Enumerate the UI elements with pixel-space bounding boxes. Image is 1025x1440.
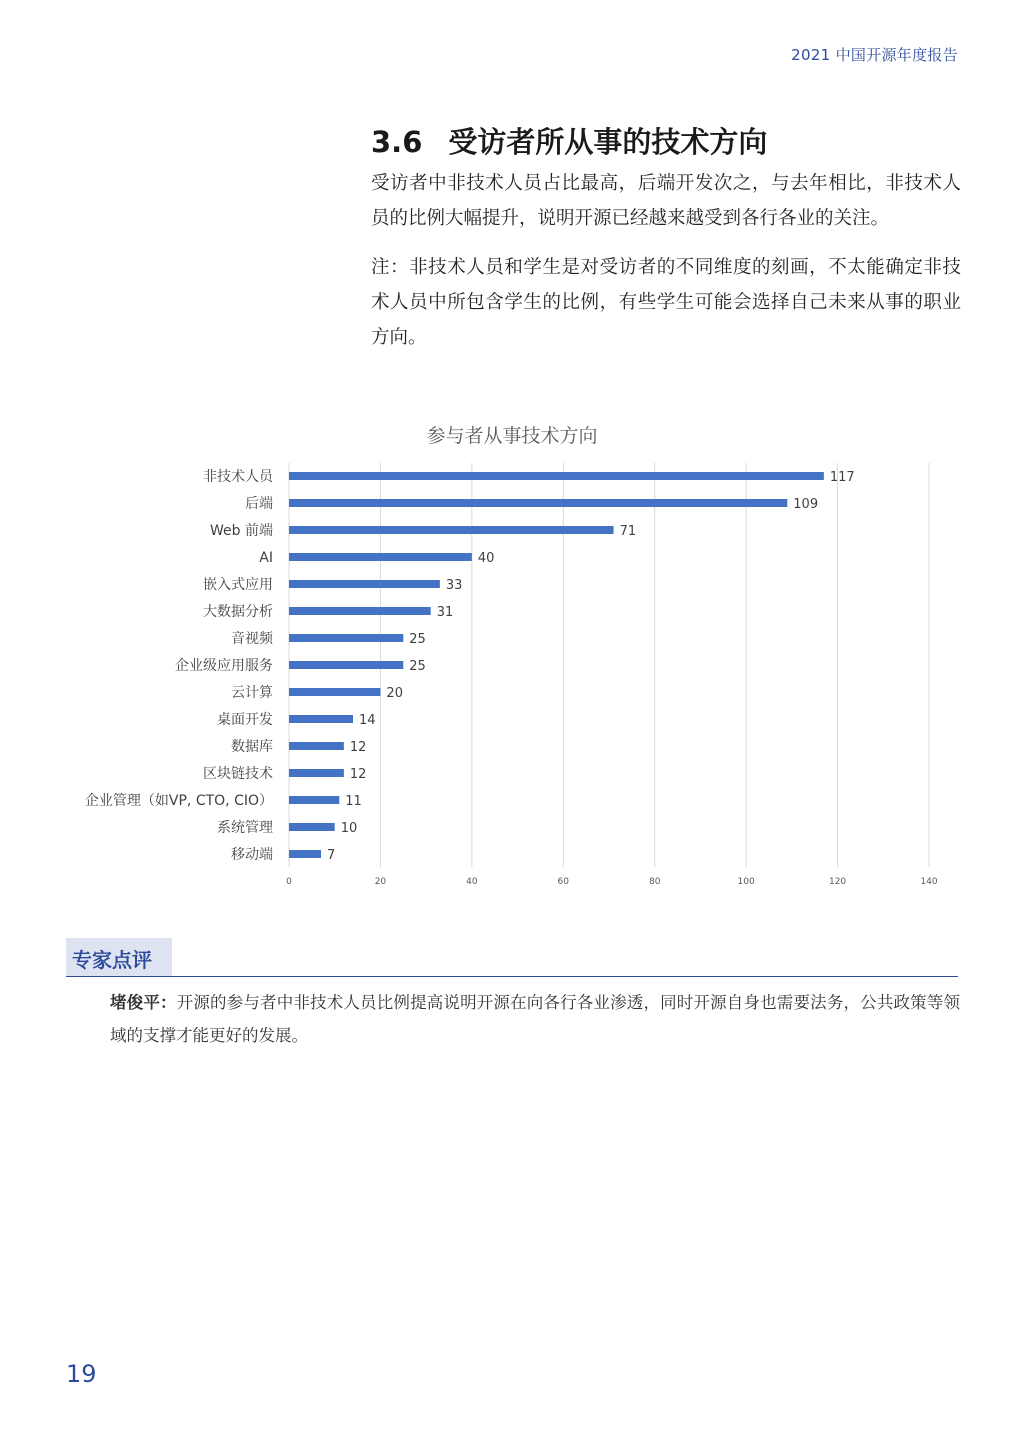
section-paragraph: 受访者中非技术人员占比最高，后端开发次之，与去年相比，非技术人员的比例大幅提升，说明开源已经越来越受到各行各业的关注。 xyxy=(371,173,961,229)
expert-review-title: 专家点评 xyxy=(72,948,152,972)
value-label: 109 xyxy=(793,497,819,512)
category-label: 系统管理 xyxy=(217,820,273,836)
value-label: 10 xyxy=(340,821,358,836)
bar xyxy=(289,742,344,750)
category-label: 区块链技术 xyxy=(203,766,273,782)
bar xyxy=(289,472,824,480)
category-label: 企业级应用服务 xyxy=(175,658,273,674)
category-label: Web 前端 xyxy=(210,523,273,539)
x-tick-label: 100 xyxy=(737,877,755,887)
bar xyxy=(289,553,472,561)
chart-bars xyxy=(289,472,824,858)
bar xyxy=(289,769,344,777)
x-tick-label: 140 xyxy=(920,877,938,887)
category-label: 企业管理（如VP, CTO, CIO） xyxy=(84,793,273,809)
bar xyxy=(289,634,403,642)
category-label: 移动端 xyxy=(231,847,273,863)
category-label: 嵌入式应用 xyxy=(203,577,273,593)
section-title xyxy=(371,120,767,161)
chart-title: 参与者从事技术方向 xyxy=(426,425,598,447)
bar xyxy=(289,715,353,723)
expert-comment-text: 开源的参与者中非技术人员比例提高说明开源在向各行各业渗透，同时开源自身也需要法务，公共政策等领域的支撑才能更好的发展。 xyxy=(110,993,961,1045)
value-label: 20 xyxy=(386,686,403,701)
value-label: 11 xyxy=(345,794,362,809)
x-tick-label: 120 xyxy=(828,877,847,887)
bar xyxy=(289,607,431,615)
expert-comment xyxy=(110,986,960,1052)
x-tick-label: 0 xyxy=(286,877,292,887)
category-label: 大数据分析 xyxy=(203,604,273,620)
expert-author: 堵俊平： xyxy=(110,993,177,1012)
bar xyxy=(289,580,440,588)
value-label: 25 xyxy=(409,632,426,647)
report-running-header: 2021 中国开源年度报告 xyxy=(791,46,958,64)
category-label: 云计算 xyxy=(231,685,273,701)
x-tick-label: 20 xyxy=(374,877,387,887)
x-tick-label: 80 xyxy=(648,877,661,887)
page-number: 19 xyxy=(66,1360,97,1388)
value-label: 12 xyxy=(349,740,367,755)
category-label: 音视频 xyxy=(231,631,273,647)
x-tick-label: 40 xyxy=(466,877,478,887)
bar xyxy=(289,526,614,534)
bar xyxy=(289,499,787,507)
value-label: 71 xyxy=(619,524,637,539)
tech-direction-bar-chart xyxy=(60,410,970,900)
category-label: 非技术人员 xyxy=(203,469,273,485)
value-label: 25 xyxy=(409,659,426,674)
section-number: 3.6 xyxy=(371,125,423,159)
expert-divider xyxy=(66,976,958,977)
category-label: 数据库 xyxy=(231,739,273,755)
x-tick-label: 60 xyxy=(557,877,570,887)
category-label: AI xyxy=(259,550,273,566)
category-label: 后端 xyxy=(245,496,273,512)
value-label: 14 xyxy=(359,713,376,728)
expert-review-box xyxy=(66,938,172,976)
category-label: 桌面开发 xyxy=(217,712,273,728)
section-title-text: 受访者所从事的技术方向 xyxy=(448,125,768,159)
value-label: 33 xyxy=(445,578,463,593)
bar xyxy=(289,823,335,831)
section-note: 注：非技术人员和学生是对受访者的不同维度的刻画，不太能确定非技术人员中所包含学生的比例，有些学生可能会选择自己未来从事的职业方向。 xyxy=(371,257,961,348)
value-label: 40 xyxy=(477,551,495,566)
bar xyxy=(289,796,339,804)
bar xyxy=(289,850,321,858)
bar xyxy=(289,661,403,669)
bar xyxy=(289,688,380,696)
value-label: 7 xyxy=(327,848,336,863)
value-label: 31 xyxy=(436,605,454,620)
value-label: 12 xyxy=(349,767,367,782)
value-label: 117 xyxy=(829,470,855,485)
